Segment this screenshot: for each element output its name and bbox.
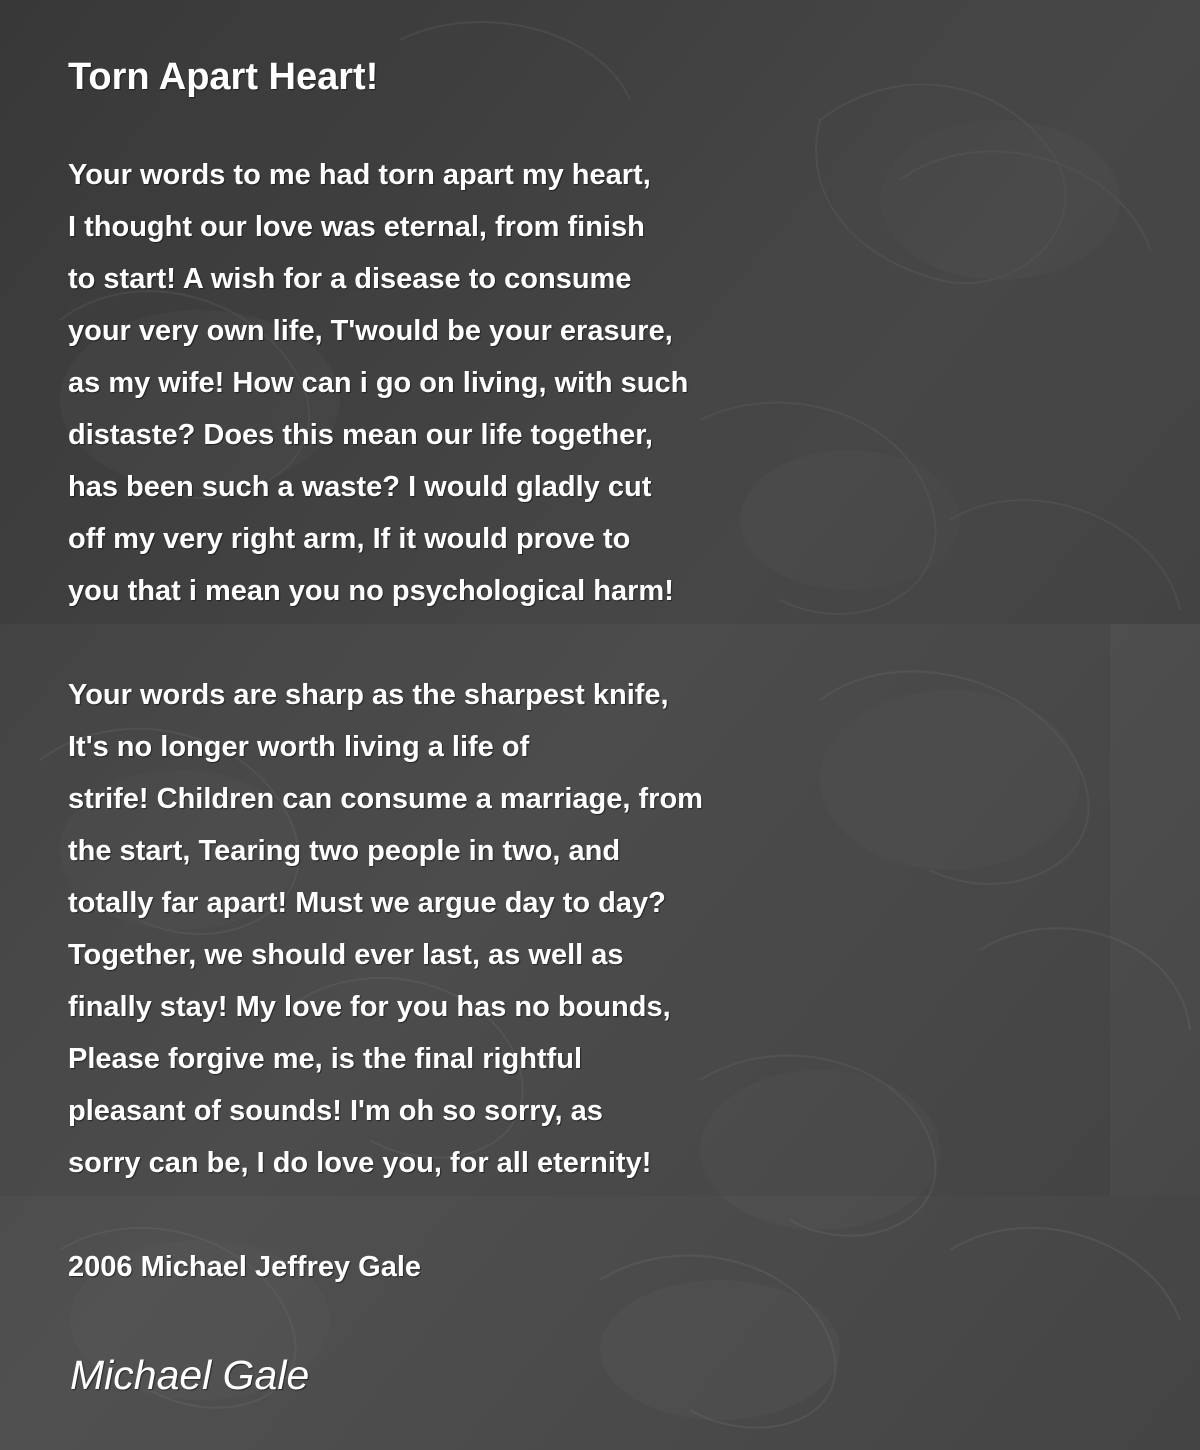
poem-line: strife! Children can consume a marriage, from <box>68 783 703 815</box>
poem-line: finally stay! My love for you has no bounds, <box>68 991 671 1023</box>
poem-line: distaste? Does this mean our life together, <box>68 419 653 451</box>
poem-line: off my very right arm, If it would prove to <box>68 523 631 555</box>
stanza <box>68 149 688 617</box>
poem-line: Your words to me had torn apart my heart, <box>68 159 651 191</box>
poem-line: pleasant of sounds! I'm oh so sorry, as <box>68 1095 603 1127</box>
poem-title: Torn Apart Heart! <box>68 56 379 98</box>
poem-line: has been such a waste? I would gladly cut <box>68 471 652 503</box>
poem-line: your very own life, T'would be your erasure, <box>68 315 673 347</box>
poem-line: to start! A wish for a disease to consume <box>68 263 632 295</box>
poem-line: Please forgive me, is the final rightful <box>68 1043 583 1075</box>
copyright-line: 2006 Michael Jeffrey Gale <box>68 1251 422 1283</box>
poem-line: Your words are sharp as the sharpest knife, <box>68 679 669 711</box>
poem-line: you that i mean you no psychological harm! <box>68 575 674 607</box>
poem-line: the start, Tearing two people in two, and <box>68 835 621 867</box>
poem-line: It's no longer worth living a life of <box>68 731 530 763</box>
poem-line: totally far apart! Must we argue day to day? <box>68 887 666 919</box>
author-name: Michael Gale <box>70 1352 310 1398</box>
poem-line: as my wife! How can i go on living, with such <box>68 367 689 399</box>
poem-line: Together, we should ever last, as well as <box>68 939 624 971</box>
poem-line: I thought our love was eternal, from finish <box>68 211 645 243</box>
stanza <box>68 669 703 1189</box>
poem-line: sorry can be, I do love you, for all eternity! <box>68 1147 652 1179</box>
